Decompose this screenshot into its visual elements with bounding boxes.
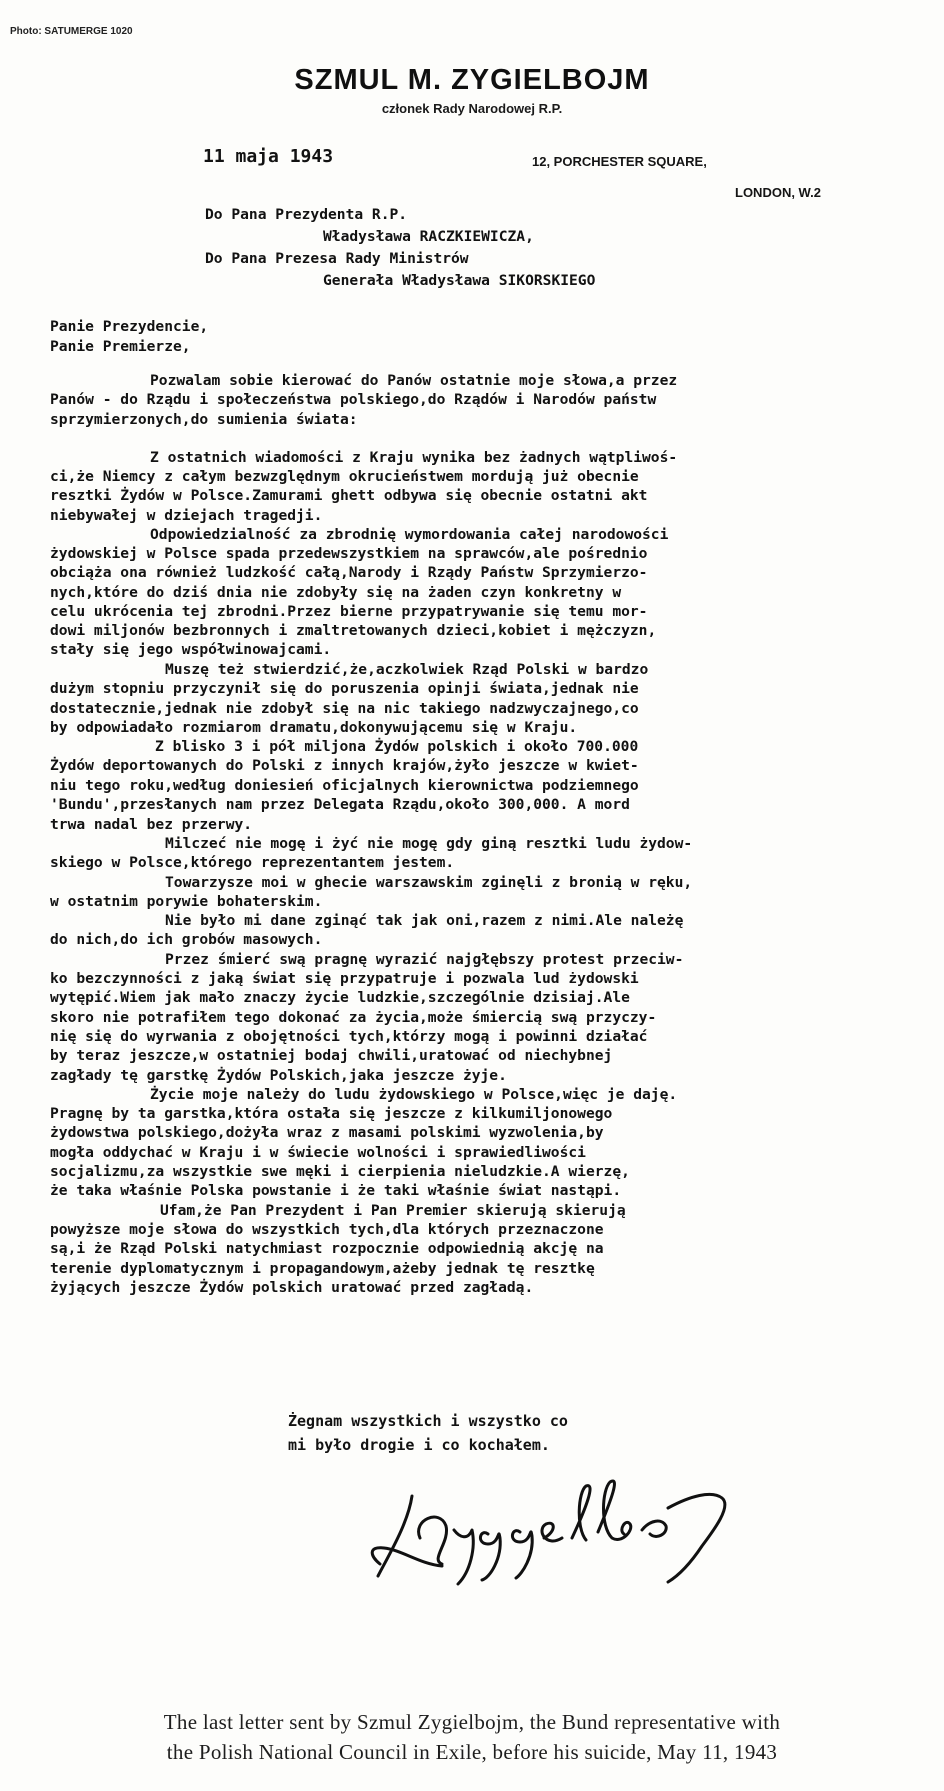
body-line: Życie moje należy do ludu żydowskiego w Polsce,więc je daję. (150, 1086, 678, 1103)
salutation-line: Panie Premierze, (50, 338, 191, 355)
body-line: Z ostatnich wiadomości z Kraju wynika bez żadnych wątpliwoś- (150, 449, 678, 466)
recipient-line: Władysława RACZKIEWICZA, (323, 228, 534, 245)
body-line: niu tego roku,według doniesień oficjalnych kierownictwa podziemnego (50, 777, 639, 794)
body-line: nię się do wyrwania z obojętności tych,którzy mogą i powinni działać (50, 1028, 648, 1045)
body-line: celu ukrócenia tej zbrodni.Przez bierne przypatrywanie się temu mor- (50, 603, 648, 620)
body-line: Przez śmierć swą pragnę wyrazić najgłębszy protest przeciw- (165, 951, 684, 968)
body-line: nych,które do dziś dnia nie zdobyły się na żaden czyn konkretny w (50, 584, 622, 601)
body-line: żydowskiej w Polsce spada przedewszystkiem na sprawców,ale pośrednio (50, 545, 648, 562)
body-line: Z blisko 3 i pół miljona Żydów polskich i około 700.000 (155, 738, 639, 755)
body-line: skoro nie potrafiłem tego dokonać za życia,może śmiercią swą przyczy- (50, 1009, 657, 1026)
body-line: Pragnę by ta garstka,która ostała się jeszcze z kilkumiljonowego (50, 1105, 613, 1122)
letterhead-subtitle: członek Rady Narodowej R.P. (381, 101, 563, 116)
body-line: ci,że Niemcy z całym bezwzględnym okrucieństwem mordują już obecnie (50, 468, 639, 485)
body-line: są,i że Rząd Polski natychmiast rozpocznie odpowiednią akcję na (50, 1240, 604, 1257)
body-line: w ostatnim porywie bohaterskim. (50, 893, 323, 910)
body-line: by teraz jeszcze,w ostatniej bodaj chwili,uratować od niechybnej (50, 1047, 613, 1064)
letter-date: 11 maja 1943 (203, 146, 334, 167)
body-line: terenie dyplomatycznym i propagandowym,ażeby jednak tę resztkę (50, 1260, 595, 1277)
handwritten-signature (350, 1468, 750, 1588)
body-line: by odpowiadało rozmiarom dramatu,dokonywującemu się w Kraju. (50, 719, 578, 736)
salutation-line: Panie Prezydencie, (50, 318, 209, 335)
body-line: Nie było mi dane zginąć tak jak oni,razem z nimi.Ale należę (165, 912, 684, 929)
archive-stamp-note: Photo: SATUMERGE 1020 (10, 26, 133, 37)
recipient-line: Do Pana Prezesa Rady Ministrów (205, 250, 469, 267)
body-line: dostatecznie,jednak nie zdobył się na nic takiego nadzwyczajnego,co (50, 700, 639, 717)
letterhead-name: SZMUL M. ZYGIELBOJM (294, 64, 650, 96)
recipient-line: Do Pana Prezydenta R.P. (205, 206, 408, 223)
caption-line: The last letter sent by Szmul Zygielbojm, the Bund representative with (163, 1710, 781, 1734)
body-line: do nich,do ich grobów masowych. (50, 931, 323, 948)
body-line: Muszę też stwierdzić,że,aczkolwiek Rząd Polski w bardzo (165, 661, 649, 678)
body-line: zagłady tę garstkę Żydów Polskich,jaka jeszcze żyje. (50, 1067, 507, 1084)
body-line: powyższe moje słowa do wszystkich tych,dla których przeznaczone (50, 1221, 604, 1238)
body-line: Ufam,że Pan Prezydent i Pan Premier skierują skierują (160, 1202, 626, 1219)
body-line: stały się jego współwinowajcami. (50, 641, 332, 658)
body-line: dużym stopniu przyczynił się do poruszenia opinji świata,jednak nie (50, 680, 639, 697)
body-line: mogła oddychać w Kraju i w świecie wolności i sprawiedliwości (50, 1144, 586, 1161)
body-line: 'Bundu',przesłanych nam przez Delegata Rządu,około 300,000. A mord (50, 796, 630, 813)
body-line: dowi miljonów bezbronnych i zmaltretowanych dzieci,kobiet i mężczyzn, (50, 622, 657, 639)
body-line: trwa nadal bez przerwy. (50, 816, 253, 833)
body-line: niebywałej w dziejach tragedji. (50, 507, 323, 524)
address-street: 12, PORCHESTER SQUARE, (532, 154, 707, 169)
body-line: że taka właśnie Polska powstanie i że taki właśnie świat nastąpi. (50, 1182, 622, 1199)
body-line: żydowstwa polskiego,dożyła wraz z masami polskimi wyzwolenia,by (50, 1124, 604, 1141)
body-line: Odpowiedzialność za zbrodnię wymordowania całej narodowości (150, 526, 669, 543)
body-line: Panów - do Rządu i społeczeństwa polskiego,do Rządów i Narodów państw (50, 391, 657, 408)
body-line: Towarzysze moi w ghecie warszawskim zginęli z bronią w ręku, (165, 874, 693, 891)
body-line: wytępić.Wiem jak mało znaczy życie ludzkie,szczególnie dzisiaj.Ale (50, 989, 630, 1006)
body-line: skiego w Polsce,którego reprezentantem jestem. (50, 854, 455, 871)
body-line: Żydów deportowanych do Polski z innych krajów,żyło jeszcze w kwiet- (50, 757, 639, 774)
closing-line: mi było drogie i co kochałem. (288, 1436, 550, 1454)
body-line: ko bezczynności z jaką świat się przypatruje i pozwala lud żydowski (50, 970, 639, 987)
caption-line: the Polish National Council in Exile, before his suicide, May 11, 1943 (166, 1740, 778, 1764)
closing-line: Żegnam wszystkich i wszystko co (288, 1412, 568, 1430)
body-line: resztki Żydów w Polsce.Zamurami ghett odbywa się obecnie ostatni akt (50, 487, 648, 504)
body-line: socjalizmu,za wszystkie swe męki i cierpienia nieludzkie.A wierzę, (50, 1163, 630, 1180)
body-line: sprzymierzonych,do sumienia świata: (50, 411, 358, 428)
body-line: obciąża ona również ludzkość całą,Narody i Rządy Państw Sprzymierzo- (50, 564, 648, 581)
body-line: żyjących jeszcze Żydów polskich uratować przed zagładą. (50, 1279, 534, 1296)
body-line: Pozwalam sobie kierować do Panów ostatnie moje słowa,a przez (150, 372, 678, 389)
address-city: LONDON, W.2 (735, 185, 821, 200)
recipient-line: Generała Władysława SIKORSKIEGO (323, 272, 596, 289)
body-line: Milczeć nie mogę i żyć nie mogę gdy giną resztki ludu żydow- (165, 835, 693, 852)
